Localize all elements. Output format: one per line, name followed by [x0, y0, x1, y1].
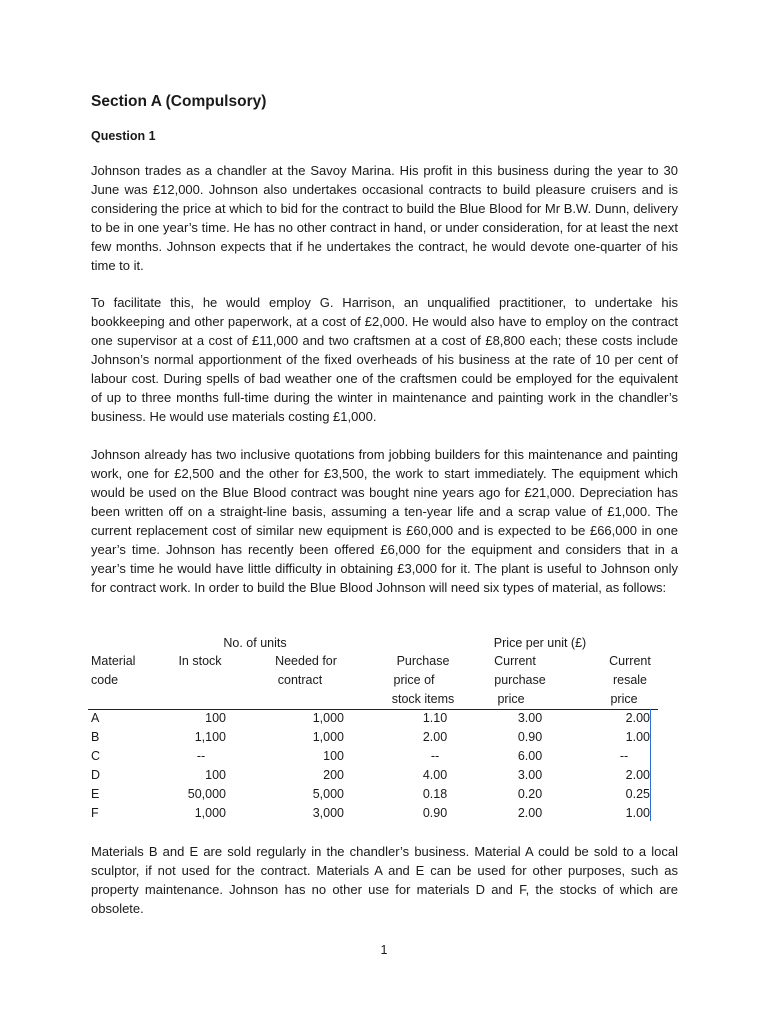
table-cell-stock: 50,000: [187, 787, 226, 801]
table-cell-needed: 5,000: [312, 787, 344, 801]
table-cell-current: 0.90: [517, 730, 543, 744]
table-cell-code: D: [91, 768, 101, 782]
paragraph-1: Johnson trades as a chandler at the Savoy Marina. His profit in this business during the year to 30 June was £12,000. Johnson also undertakes occasional contracts to build pleasure cruisers and is considering the price at which to bid for the contract to build the Blue Blood for Mr B.W. Dunn, delivery to be in one year’s time. He has no other contract in hand, or under consideration, for at least the next few months. Johnson expects that if he undertakes the contract, he would devote one-quarter of his time to it.: [91, 163, 678, 273]
header-needed-1: Needed for: [275, 654, 337, 668]
table-cell-current: 0.20: [517, 787, 543, 801]
table-cell-purchase: 1.10: [422, 711, 448, 725]
header-resale-1: Current: [609, 654, 651, 668]
table-cell-purchase: 2.00: [422, 730, 448, 744]
table-cell-purchase: 0.18: [422, 787, 448, 801]
header-purchase-3: stock items: [391, 692, 455, 706]
table-cell-purchase: 4.00: [422, 768, 448, 782]
header-purchase-1: Purchase: [396, 654, 450, 668]
table-cell-stock: --: [196, 749, 206, 763]
table-cell-needed: 100: [323, 749, 344, 763]
header-material-code-1: Material: [91, 654, 136, 668]
table-cell-needed: 3,000: [312, 806, 344, 820]
header-material-code-2: code: [91, 673, 119, 687]
table-cell-code: B: [91, 730, 100, 744]
table-cell-needed: 1,000: [312, 730, 344, 744]
table-cell-needed: 1,000: [312, 711, 344, 725]
paragraph-2: To facilitate this, he would employ G. Harrison, an unqualified practitioner, to undertake his bookkeeping and other paperwork, at a cost of £2,000. He would also have to employ on the contract one supervisor at a cost of £11,000 and two craftsmen at a cost of £8,800 each; these costs include Johnson’s normal apportionment of the fixed overheads of his business at the rate of 10 per cent of labour cost. During spells of bad weather one of the craftsmen could be employed for the equivalent of up to three months full-time during the winter in maintenance and painting work in the chandler’s business. He would use materials costing £1,000.: [91, 295, 678, 424]
header-in-stock: In stock: [178, 654, 222, 668]
table-cell-current: 6.00: [517, 749, 543, 763]
header-group-price: Price per unit (£): [493, 636, 587, 650]
table-cell-resale: 1.00: [625, 730, 650, 744]
table-cell-resale: 2.00: [625, 768, 650, 782]
table-cell-resale: 1.00: [625, 806, 650, 820]
paragraph-3: Johnson already has two inclusive quotations from jobbing builders for this maintenance and painting work, one for £2,500 and the other for £3,500, the work to start immediately. The equipment which would be used on the Blue Blood contract was bought nine years ago for £21,000. Depreciation has been written off on a straight-line basis, assuming a ten-year life and a scrap value of £1,000. The current replacement cost of similar new equipment is £60,000 and is expected to be £66,000 in one year’s time. Johnson has recently been offered £6,000 for the equipment and considers that in a year’s time he would have little difficulty in obtaining £3,000 for it. The plant is useful to Johnson only for contract work. In order to build the Blue Blood Johnson will need six types of material, as follows:: [91, 447, 678, 595]
header-current-3: price: [497, 692, 525, 706]
paragraph-4: Materials B and E are sold regularly in the chandler’s business. Material A could be sold to a local sculptor, if not used for the contract. Materials A and E can be used for other purposes, such as property maintenance. Johnson has no other use for materials D and F, the stocks of which are obsolete.: [91, 844, 678, 916]
table-cell-code: A: [91, 711, 100, 725]
table-cell-purchase: 0.90: [422, 806, 448, 820]
table-cell-resale: 0.25: [625, 787, 650, 801]
table-cell-code: E: [91, 787, 100, 801]
table-cell-stock: 1,100: [194, 730, 226, 744]
page-number: 1: [380, 943, 388, 957]
table-cell-resale: 2.00: [625, 711, 650, 725]
table-cell-stock: 100: [205, 711, 226, 725]
table-cell-current: 3.00: [517, 711, 543, 725]
table-cell-code: C: [91, 749, 101, 763]
table-cell-resale: --: [619, 749, 629, 763]
header-group-units: No. of units: [223, 636, 287, 650]
header-purchase-2: price of: [393, 673, 435, 687]
table-cell-purchase: --: [430, 749, 440, 763]
header-current-2: purchase: [494, 673, 546, 687]
header-needed-2: contract: [277, 673, 323, 687]
header-resale-3: price: [610, 692, 638, 706]
table-cell-current: 2.00: [517, 806, 543, 820]
table-cell-current: 3.00: [517, 768, 543, 782]
table-header-rule: [88, 709, 658, 710]
question-heading: Question 1: [91, 129, 156, 143]
text-cursor-mark: [650, 709, 651, 821]
section-heading: Section A (Compulsory): [91, 93, 267, 110]
header-current-1: Current: [494, 654, 536, 668]
header-resale-2: resale: [612, 673, 648, 687]
table-cell-needed: 200: [323, 768, 344, 782]
table-cell-stock: 100: [205, 768, 226, 782]
table-cell-stock: 1,000: [194, 806, 226, 820]
table-cell-code: F: [91, 806, 99, 820]
